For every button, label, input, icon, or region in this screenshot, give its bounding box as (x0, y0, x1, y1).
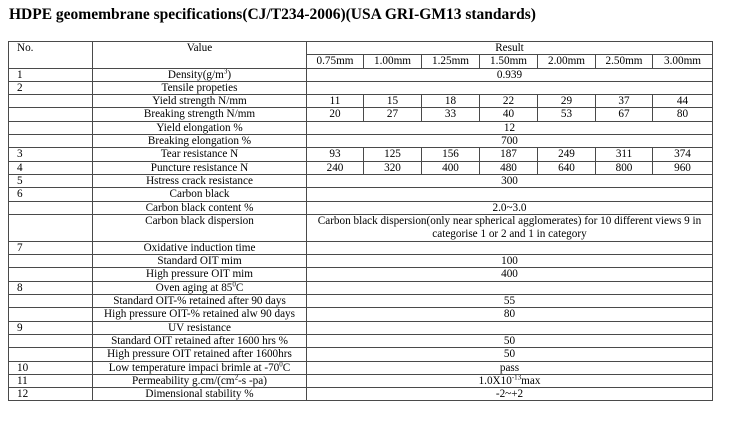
row-number (9, 268, 93, 281)
table-row (9, 68, 713, 81)
result-cell: 12 (307, 121, 713, 134)
value-cell: 125 (364, 148, 422, 161)
result-cell: pass (307, 361, 713, 374)
thickness-cell: 3.00mm (653, 55, 713, 68)
row-label: High pressure OIT retained after 1600hrs (93, 348, 307, 361)
table-row (9, 148, 713, 161)
table-row (9, 95, 713, 108)
table-body (9, 42, 713, 401)
value-cell: 249 (538, 148, 596, 161)
row-label: Puncture resistance N (93, 161, 307, 174)
value-cell: 40 (480, 108, 538, 121)
result-cell: 2.0~3.0 (307, 201, 713, 214)
row-label: High pressure OIT mim (93, 268, 307, 281)
value-cell: 11 (307, 95, 364, 108)
result-cell (307, 241, 713, 254)
result-cell (307, 188, 713, 201)
value-cell: 187 (480, 148, 538, 161)
row-number (9, 334, 93, 347)
thickness-cell: 1.25mm (422, 55, 480, 68)
row-number (9, 201, 93, 214)
value-cell: 20 (307, 108, 364, 121)
table-row (9, 174, 713, 187)
table-row (9, 268, 713, 281)
row-label: Carbon black content % (93, 201, 307, 214)
value-cell: 18 (422, 95, 480, 108)
row-number: 8 (9, 281, 93, 294)
row-number (9, 95, 93, 108)
row-number (9, 295, 93, 308)
value-cell: 44 (653, 95, 713, 108)
value-cell: 640 (538, 161, 596, 174)
result-cell (307, 81, 713, 94)
thickness-cell: 1.00mm (364, 55, 422, 68)
row-number: 10 (9, 361, 93, 374)
table-row (9, 281, 713, 294)
table-row (9, 241, 713, 254)
thickness-cell: 2.00mm (538, 55, 596, 68)
table-row (9, 201, 713, 214)
table-row (9, 334, 713, 347)
value-cell: 27 (364, 108, 422, 121)
row-label: Standard OIT mim (93, 255, 307, 268)
table-row (9, 161, 713, 174)
result-cell: 50 (307, 334, 713, 347)
row-label: Permeability $g.cm/(cm^2-s$ -pa) (93, 374, 307, 387)
table-row (9, 388, 713, 401)
table-row (9, 295, 713, 308)
row-number: 12 (9, 388, 93, 401)
row-label: Oxidative induction time (93, 241, 307, 254)
row-label: Yield elongation % (93, 121, 307, 134)
value-cell: 80 (653, 108, 713, 121)
thickness-cell: 2.50mm (596, 55, 653, 68)
row-number: 6 (9, 188, 93, 201)
result-cell: 400 (307, 268, 713, 281)
value-cell: 311 (596, 148, 653, 161)
table-row (9, 374, 713, 387)
row-label: Dimensional stability % (93, 388, 307, 401)
row-label: Breaking strength N/mm (93, 108, 307, 121)
row-number (9, 108, 93, 121)
row-number: 2 (9, 81, 93, 94)
row-label: UV resistance (93, 321, 307, 334)
value-cell: 240 (307, 161, 364, 174)
table-row (9, 81, 713, 94)
row-label: Low temperature impaci brimle at $-70^0C$ (93, 361, 307, 374)
table-row (9, 321, 713, 334)
row-number: 1 (9, 68, 93, 81)
row-label: Standard OIT retained after 1600 hrs % (93, 334, 307, 347)
thickness-cell: 1.50mm (480, 55, 538, 68)
row-number (9, 255, 93, 268)
value-cell: 960 (653, 161, 713, 174)
row-number (9, 135, 93, 148)
value-cell: 37 (596, 95, 653, 108)
row-number: 7 (9, 241, 93, 254)
header-no: No. (9, 42, 93, 69)
value-cell: 320 (364, 161, 422, 174)
result-cell: 300 (307, 174, 713, 187)
row-label: Breaking elongation % (93, 135, 307, 148)
document-title: HDPE geomembrane specifications(CJ/T234-2006)(USA GRI-GM13 standards) (9, 6, 536, 23)
header-result: Result (307, 42, 713, 55)
row-label: High pressure OIT-% retained alw 90 days (93, 308, 307, 321)
value-cell: 800 (596, 161, 653, 174)
row-label: Tensile propeties (93, 81, 307, 94)
value-cell: 22 (480, 95, 538, 108)
table-row (9, 135, 713, 148)
result-cell: 50 (307, 348, 713, 361)
row-number (9, 121, 93, 134)
table-row (9, 121, 713, 134)
value-cell: 33 (422, 108, 480, 121)
result-cell: -2~+2 (307, 388, 713, 401)
value-cell: 400 (422, 161, 480, 174)
row-number: 3 (9, 148, 93, 161)
result-cell: 0.939 (307, 68, 713, 81)
row-label: $Density(g/m^3)$ (93, 68, 307, 81)
row-label: Tear resistance N (93, 148, 307, 161)
table-row (9, 361, 713, 374)
result-cell (307, 281, 713, 294)
value-cell: 374 (653, 148, 713, 161)
value-cell: 67 (596, 108, 653, 121)
table-row (9, 188, 713, 201)
row-number: 5 (9, 174, 93, 187)
row-label: Carbon black (93, 188, 307, 201)
row-label: Hstress crack resistance (93, 174, 307, 187)
row-number: 4 (9, 161, 93, 174)
value-cell: 480 (480, 161, 538, 174)
result-cell: 700 (307, 135, 713, 148)
row-number (9, 308, 93, 321)
table-row (9, 308, 713, 321)
table-row (9, 214, 713, 241)
value-cell: 93 (307, 148, 364, 161)
result-cell: 100 (307, 255, 713, 268)
thickness-cell: 0.75mm (307, 55, 364, 68)
row-number (9, 214, 93, 241)
result-cell: $1.0X10^{-13}\max$ (307, 374, 713, 387)
row-label: Carbon black dispersion (93, 214, 307, 241)
table-row (9, 108, 713, 121)
value-cell: 15 (364, 95, 422, 108)
table-row (9, 255, 713, 268)
value-cell: 29 (538, 95, 596, 108)
value-cell: 156 (422, 148, 480, 161)
table-row (9, 348, 713, 361)
row-number (9, 348, 93, 361)
header-value: Value (93, 42, 307, 69)
result-cell (307, 321, 713, 334)
row-number: 9 (9, 321, 93, 334)
specifications-table (8, 41, 713, 401)
value-cell: 53 (538, 108, 596, 121)
header-row (9, 42, 713, 55)
result-cell: 80 (307, 308, 713, 321)
row-label: Oven aging at $85^0C$ (93, 281, 307, 294)
result-cell: Carbon black dispersion(only near spherical agglomerates) for 10 different views 9 in categorise 1 or 2 and 1 in category (307, 214, 713, 241)
result-cell: 55 (307, 295, 713, 308)
row-number: 11 (9, 374, 93, 387)
row-label: Standard OIT-% retained after 90 days (93, 295, 307, 308)
row-label: Yield strength N/mm (93, 95, 307, 108)
